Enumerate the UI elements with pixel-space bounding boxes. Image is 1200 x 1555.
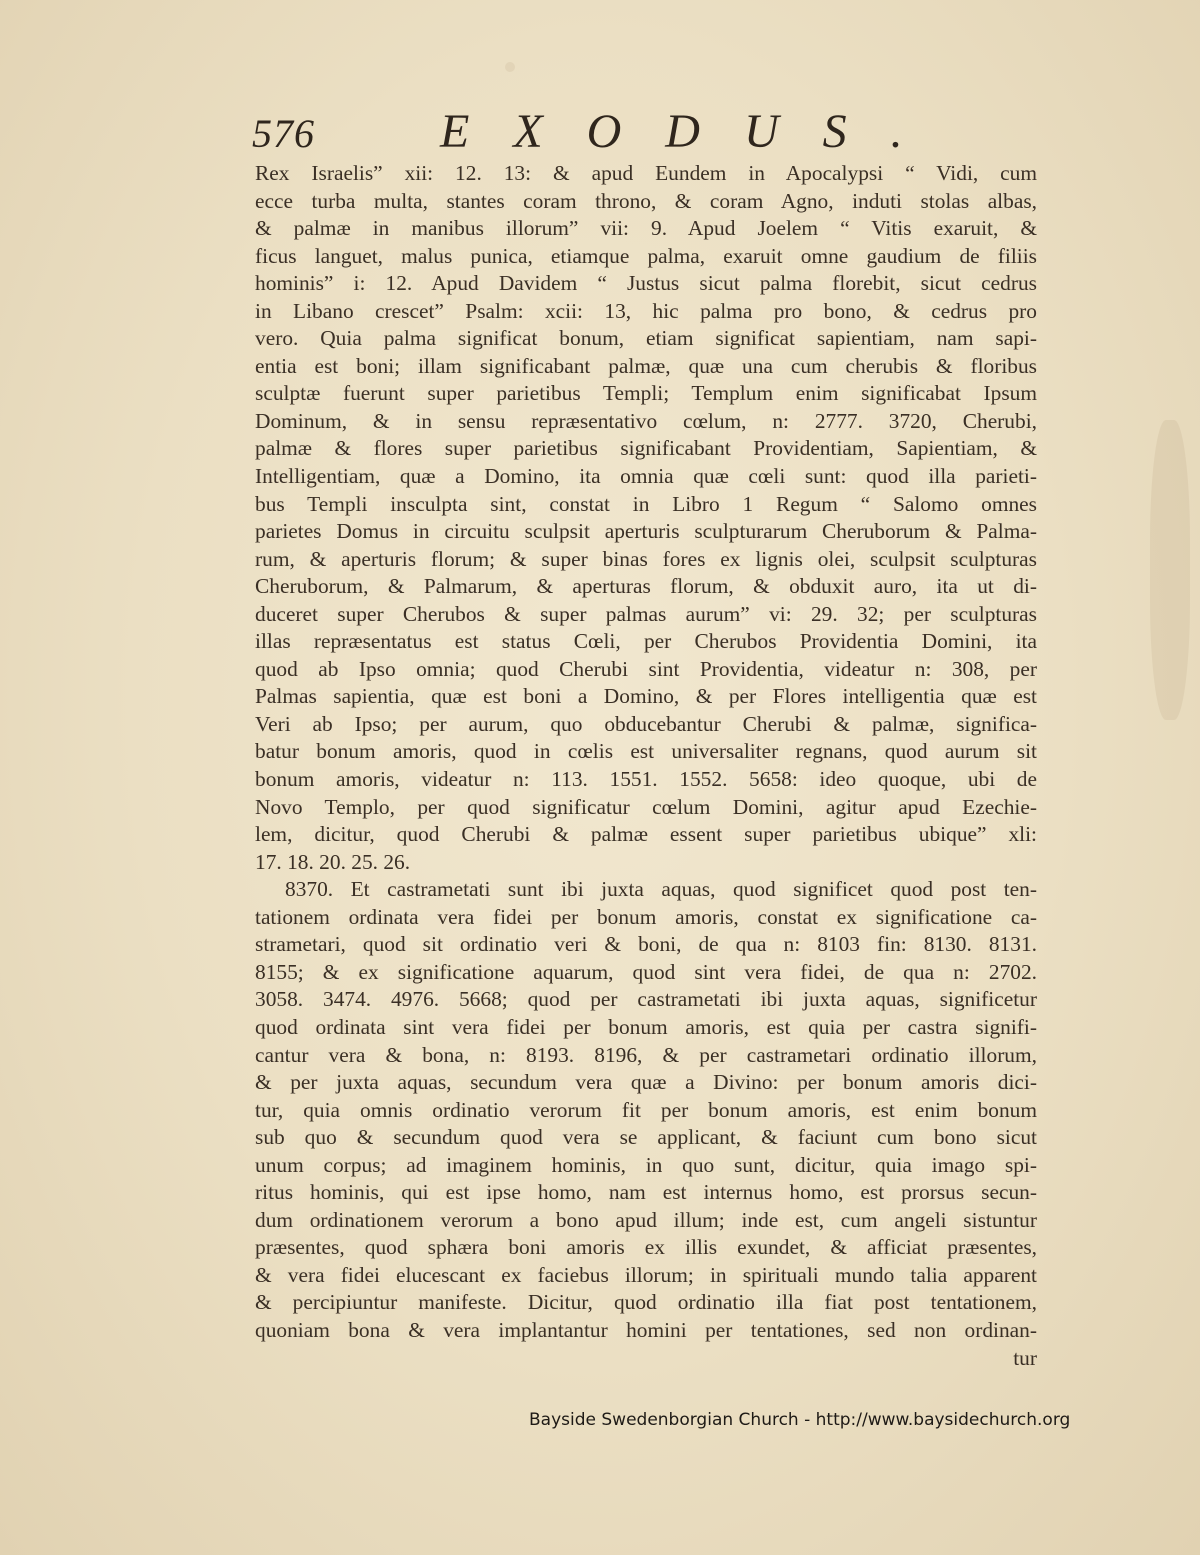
text-line: in Libano crescet” Psalm: xcii: 13, hic palma pro bono, & cedrus pro: [255, 298, 1037, 323]
text-line: parietes Domus in circuitu sculpsit aperturis sculpturarum Cheruborum & Palma-: [255, 519, 1037, 544]
text-line: tationem ordinata vera fidei per bonum amoris, constat ex significatione ca-: [255, 904, 1037, 929]
text-line: & palmæ in manibus illorum” vii: 9. Apud Joelem “ Vitis exaruit, &: [255, 216, 1037, 241]
text-line: & vera fidei elucescant ex faciebus illorum; in spirituali mundo talia apparent: [255, 1262, 1037, 1287]
text-line: ecce turba multa, stantes coram throno, & coram Agno, induti stolas albas,: [255, 188, 1037, 213]
text-line: quoniam bona & vera implantantur homini per tentationes, sed non ordinan-: [255, 1317, 1037, 1342]
running-title: EXODUS.: [440, 105, 947, 158]
text-line: Rex Israelis” xii: 12. 13: & apud Eundem in Apocalypsi “ Vidi, cum: [255, 161, 1037, 185]
edge-shadow: [1150, 420, 1190, 720]
text-line: præsentes, quod sphæra boni amoris ex illis exundet, & afficiat præsentes,: [255, 1235, 1037, 1260]
page-header: [252, 104, 1032, 160]
text-line: illas repræsentatus est status Cœli, per Cherubos Providentia Domini, ita: [255, 629, 1037, 654]
text-line: Novo Templo, per quod significatur cœlum Domini, agitur apud Ezechie-: [255, 794, 1037, 819]
text-line: & per juxta aquas, secundum vera quæ a Divino: per bonum amoris dici-: [255, 1070, 1037, 1095]
text-line: tur: [1013, 1345, 1037, 1370]
text-line: sub quo & secundum quod vera se applicant, & faciunt cum bono sicut: [255, 1125, 1037, 1150]
text-line: ritus hominis, qui est ipse homo, nam est internus homo, est prorsus secun-: [255, 1180, 1037, 1205]
text-line: Veri ab Ipso; per aurum, quo obducebantur Cherubi & palmæ, significa-: [255, 711, 1037, 736]
text-line: bonum amoris, videatur n: 113. 1551. 1552. 5658: ideo quoque, ubi de: [255, 767, 1037, 792]
text-line: lem, dicitur, quod Cherubi & palmæ essent super parietibus ubique” xli:: [255, 822, 1037, 847]
page-number: 576: [252, 111, 315, 156]
text-line: unum corpus; ad imaginem hominis, in quo sunt, dicitur, quia imago spi-: [255, 1152, 1037, 1177]
body-text: [255, 160, 1037, 1372]
text-line: Dominum, & in sensu repræsentativo cœlum, n: 2777. 3720, Cherubi,: [255, 408, 1037, 433]
text-line: entia est boni; illam significabant palmæ, quæ una cum cherubis & floribus: [255, 353, 1037, 378]
text-line: 8155; & ex significatione aquarum, quod sint vera fidei, de qua n: 2702.: [255, 959, 1037, 984]
text-line: 3058. 3474. 4976. 5668; quod per castrametati ibi juxta aquas, significetur: [255, 987, 1037, 1012]
text-line: 17. 18. 20. 25. 26.: [255, 849, 411, 874]
text-line: rum, & aperturis florum; & super binas fores ex lignis olei, sculpsit sculpturas: [255, 546, 1037, 571]
text-line: hominis” i: 12. Apud Davidem “ Justus sicut palma florebit, sicut cedrus: [255, 271, 1037, 296]
text-line: bus Templi insculpta sint, constat in Libro 1 Regum “ Salomo omnes: [255, 491, 1037, 516]
text-line: dum ordinationem verorum a bono apud illum; inde est, cum angeli sistuntur: [255, 1207, 1037, 1232]
text-line: vero. Quia palma significat bonum, etiam significat sapientiam, nam sapi-: [255, 326, 1037, 351]
text-line: 8370. Et castrametati sunt ibi juxta aquas, quod significet quod post ten-: [285, 877, 1037, 902]
text-line: sculptæ fuerunt super parietibus Templi; Templum enim significabat Ipsum: [255, 381, 1037, 406]
text-line: quod ordinata sint vera fidei per bonum amoris, est quia per castra signifi-: [255, 1014, 1037, 1039]
text-line: tur, quia omnis ordinatio verorum fit per bonum amoris, est enim bonum: [255, 1097, 1037, 1122]
text-line: Intelligentiam, quæ a Domino, ita omnia quæ cœli sunt: quod illa parieti-: [255, 464, 1037, 489]
text-line: Palmas sapientia, quæ est boni a Domino, & per Flores intelligentia quæ est: [255, 684, 1037, 709]
text-line: ficus languet, malus punica, etiamque palma, exaruit omne gaudium de filiis: [255, 243, 1037, 268]
text-line: Cheruborum, & Palmarum, & aperturas florum, & obduxit auro, ita ut di-: [255, 574, 1037, 599]
text-line: palmæ & flores super parietibus significabant Providentiam, Sapientiam, &: [255, 436, 1037, 461]
text-line: cantur vera & bona, n: 8193. 8196, & per castrametari ordinatio illorum,: [255, 1042, 1037, 1067]
text-line: batur bonum amoris, quod in cœlis est universaliter regnans, quod aurum sit: [255, 739, 1037, 764]
text-line: strametari, quod sit ordinatio veri & boni, de qua n: 8103 fin: 8130. 8131.: [255, 932, 1037, 957]
text-line: quod ab Ipso omnia; quod Cherubi sint Providentia, videatur n: 308, per: [255, 656, 1037, 681]
text-line: & percipiuntur manifeste. Dicitur, quod ordinatio illa fiat post tentationem,: [255, 1290, 1037, 1315]
ink-spot: [505, 62, 515, 72]
footer-credit: Bayside Swedenborgian Church - http://www.baysidechurch.org: [529, 1410, 1071, 1430]
text-line: duceret super Cherubos & super palmas aurum” vi: 29. 32; per sculpturas: [255, 601, 1037, 626]
